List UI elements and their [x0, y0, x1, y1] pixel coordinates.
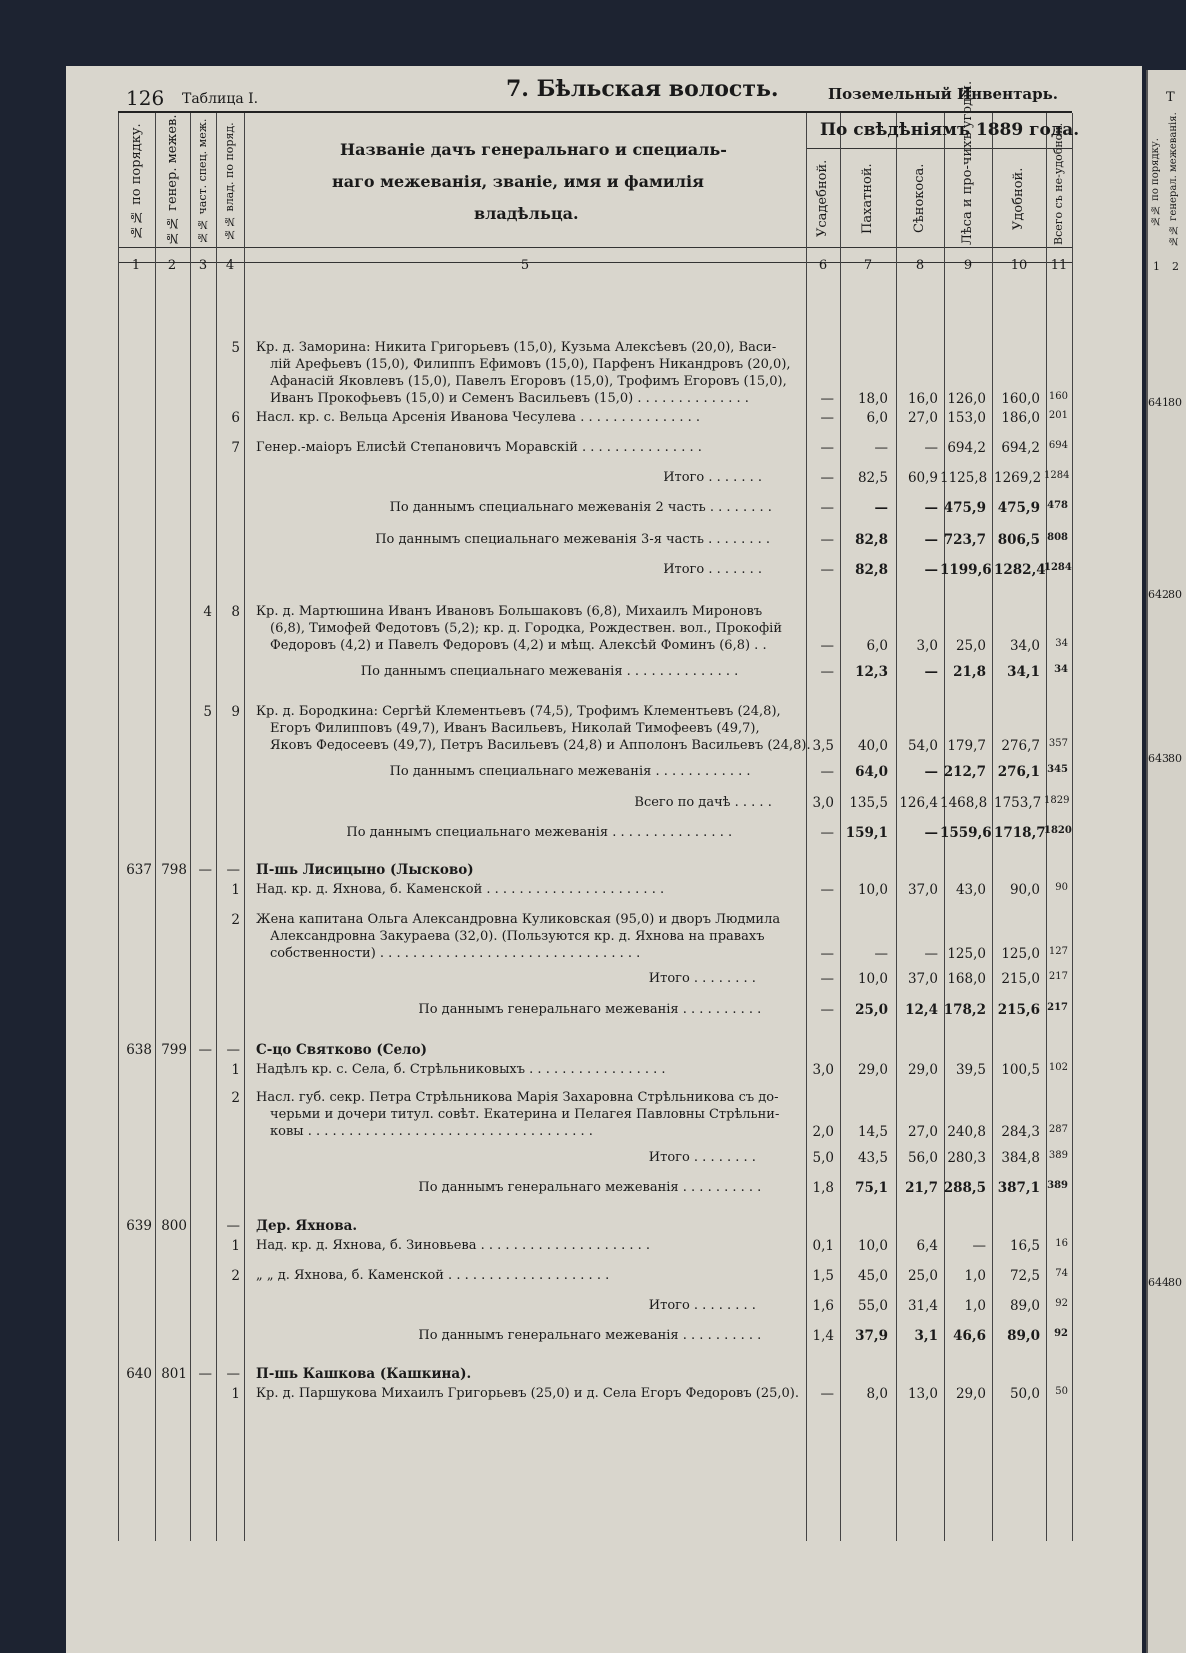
value-v7: 82,8: [855, 532, 888, 548]
value-v6: —: [820, 971, 834, 987]
column-number: 3: [198, 258, 208, 273]
next-page-order: 643: [1148, 752, 1169, 765]
value-v7: 8,0: [866, 1386, 888, 1402]
value-v9: 240,8: [947, 1124, 986, 1140]
value-v10: 384,8: [1001, 1150, 1040, 1166]
column-header-c7: Пахатной.: [860, 163, 875, 234]
value-v8: 31,4: [907, 1298, 938, 1314]
row-owner-number: 8: [231, 604, 240, 620]
owner-text-line: собственности) . . . . . . . . . . . . . . . . . . . . . . . . . . . . . . . .: [270, 946, 641, 961]
value-v9: 1,0: [964, 1268, 986, 1284]
value-v9: 179,7: [947, 738, 986, 754]
value-v9: 21,8: [953, 664, 986, 680]
next-page-order: 641: [1148, 396, 1169, 409]
value-v10: 89,0: [1009, 1298, 1040, 1314]
value-v7: 43,5: [857, 1150, 888, 1166]
value-v6: 3,0: [812, 795, 834, 811]
value-v6: —: [820, 946, 834, 962]
value-v11: 345: [1047, 764, 1068, 775]
value-v6: 3,0: [812, 1062, 834, 1078]
value-v10: 34,0: [1009, 638, 1040, 654]
row-part-number: 4: [203, 604, 212, 620]
value-v11: 389: [1048, 1150, 1068, 1161]
column-number: 1: [131, 258, 141, 273]
column-number: 11: [1050, 258, 1068, 273]
column-header-c6: Усадебной.: [815, 159, 830, 238]
value-v11: 1820: [1044, 825, 1072, 836]
value-v9: 126,0: [947, 391, 986, 407]
value-v10: 34,1: [1007, 664, 1040, 680]
value-v11: 201: [1048, 410, 1068, 421]
value-v7: 10,0: [857, 1238, 888, 1254]
value-v9: 125,0: [947, 946, 986, 962]
row-part-number: —: [198, 1366, 212, 1382]
value-v7: 18,0: [857, 391, 888, 407]
value-v8: 54,0: [907, 738, 938, 754]
column-number: 10: [1010, 258, 1028, 273]
owner-text-line: Кр. д. Заморина: Никита Григорьевъ (15,0), Кузьма Алексѣевъ (20,0), Васи-: [256, 340, 777, 355]
value-v8: —: [924, 532, 938, 548]
value-v11: 694: [1048, 440, 1068, 451]
column-rule: [840, 113, 841, 1541]
value-v6: —: [820, 638, 834, 654]
subtotal-label: Итого . . . . . . . .: [648, 1150, 756, 1165]
value-v6: 1,6: [812, 1298, 834, 1314]
value-v6: 5,0: [812, 1150, 834, 1166]
owner-text-line: Над. кр. д. Яхнова, б. Каменской . . . . . . . . . . . . . . . . . . . . . .: [256, 882, 665, 897]
column-rule: [155, 113, 156, 1541]
subtotal-label: Итого . . . . . . .: [663, 470, 763, 485]
next-page-order: 642: [1148, 588, 1169, 601]
owner-text-line: Надѣлъ кр. с. Села, б. Стрѣльниковыхъ . . . . . . . . . . . . . . . . .: [256, 1062, 666, 1077]
table-right-rule: [1072, 113, 1073, 1541]
value-v8: 60,9: [907, 470, 938, 486]
value-v10: 806,5: [997, 532, 1040, 548]
value-v10: 276,7: [1001, 738, 1040, 754]
next-page-col2-header: №№ генерал. межеванія.: [1168, 112, 1179, 246]
value-v7: 75,1: [855, 1180, 888, 1196]
value-v8: 21,7: [905, 1180, 938, 1196]
value-v9: 178,2: [943, 1002, 986, 1018]
value-v7: 29,0: [857, 1062, 888, 1078]
value-v11: 389: [1047, 1180, 1068, 1191]
column-rule: [992, 113, 993, 1541]
owner-text-line: Кр. д. Паршукова Михаилъ Григорьевъ (25,0) и д. Села Егоръ Федоровъ (25,0).: [256, 1386, 799, 1401]
row-owner-number: 2: [231, 1090, 240, 1106]
value-v9: 1,0: [964, 1298, 986, 1314]
value-v7: —: [874, 500, 888, 516]
next-page-colnum: 2: [1172, 260, 1179, 273]
column-header-c3: №№ част. спец. меж.: [196, 118, 209, 245]
value-v11: 34: [1055, 638, 1068, 649]
row-owner-number: 9: [231, 704, 240, 720]
row-owner-number: 7: [231, 440, 240, 456]
value-v11: 217: [1048, 971, 1068, 982]
value-v11: 92: [1055, 1298, 1068, 1309]
value-v10: 100,5: [1001, 1062, 1040, 1078]
value-v8: 12,4: [905, 1002, 938, 1018]
owner-text-line: „ „ д. Яхнова, б. Каменской . . . . . . . . . . . . . . . . . . . .: [256, 1268, 610, 1283]
row-part-number: 5: [203, 704, 212, 720]
value-v10: 50,0: [1009, 1386, 1040, 1402]
table-left-rule: [118, 113, 119, 1541]
column-rule: [216, 113, 217, 1541]
value-v9: 1468,8: [940, 795, 988, 811]
value-v11: 478: [1047, 500, 1068, 511]
next-page-general: 80: [1168, 752, 1182, 765]
row-owner-number: —: [226, 1218, 240, 1234]
header-bottom-rule: [118, 247, 1072, 248]
value-v11: 90: [1055, 882, 1068, 893]
value-v6: —: [820, 500, 834, 516]
value-v10: 1269,2: [994, 470, 1042, 486]
next-page-general: 80: [1168, 396, 1182, 409]
subtotal-label: По даннымъ специальнаго межеванія 2 часть . . . . . . . .: [389, 500, 772, 515]
value-v7: 64,0: [855, 764, 888, 780]
column-number: 4: [225, 258, 235, 273]
value-v11: 808: [1047, 532, 1068, 543]
next-page-order: 644: [1148, 1276, 1169, 1289]
value-v9: 694,2: [947, 440, 986, 456]
value-v6: —: [820, 440, 834, 456]
column-header-c10: Удобной.: [1011, 167, 1026, 230]
value-v8: 13,0: [907, 1386, 938, 1402]
value-v7: 14,5: [857, 1124, 888, 1140]
owner-text-line: Кр. д. Бородкина: Сергѣй Клементьевъ (74,5), Трофимъ Клементьевъ (24,8),: [256, 704, 781, 719]
owner-text-line: лій Арефьевъ (15,0), Филиппъ Ефимовъ (15,0), Парфенъ Никандровъ (20,0),: [270, 357, 791, 372]
subtotal-label: По даннымъ специальнаго межеванія . . . . . . . . . . . . . .: [360, 664, 739, 679]
column-header-c8: Сѣнокоса.: [912, 163, 927, 234]
value-v10: 1718,7: [994, 825, 1046, 841]
row-owner-number: 1: [231, 1238, 240, 1254]
page-number: 126: [126, 86, 165, 110]
owner-text-line: (6,8), Тимофей Федотовъ (5,2); кр. д. Городка, Рождествен. вол., Прокофій: [270, 621, 782, 636]
owner-text-line: Егоръ Филипповъ (49,7), Иванъ Васильевъ, Николай Тимофеевъ (49,7),: [270, 721, 760, 736]
row-general-number: 801: [161, 1366, 187, 1382]
value-v11: 92: [1054, 1328, 1068, 1339]
value-v7: 159,1: [845, 825, 888, 841]
value-v6: —: [820, 562, 834, 578]
column-number: 2: [167, 258, 177, 273]
value-v8: 27,0: [907, 1124, 938, 1140]
value-v6: —: [820, 825, 834, 841]
value-v6: —: [820, 664, 834, 680]
value-v7: 82,5: [857, 470, 888, 486]
value-v6: —: [820, 391, 834, 407]
group-header-rule: [806, 148, 1072, 149]
value-v6: —: [820, 532, 834, 548]
value-v8: 29,0: [907, 1062, 938, 1078]
owner-text-line: Федоровъ (4,2) и Павелъ Федоровъ (4,2) и мѣщ. Алексѣй Фоминъ (6,8) . .: [270, 638, 767, 653]
owner-text-line: черьми и дочери титул. совѣт. Екатерина и Пелагея Павловны Стрѣльни-: [270, 1107, 780, 1122]
value-v9: 168,0: [947, 971, 986, 987]
value-v9: 280,3: [947, 1150, 986, 1166]
estate-title: П-шь Кашкова (Кашкина).: [256, 1366, 472, 1382]
subtotal-label: Всего по дачѣ . . . . .: [634, 795, 772, 810]
value-v8: —: [924, 664, 938, 680]
column-number: 5: [520, 258, 530, 273]
column-header-c1: №№ по порядку.: [129, 123, 144, 240]
value-v7: 10,0: [857, 882, 888, 898]
column-rule: [244, 113, 245, 1541]
subtotal-label: По даннымъ специальнаго межеванія 3-я часть . . . . . . . .: [375, 532, 771, 547]
value-v11: 1829: [1044, 795, 1070, 806]
subtotal-label: По даннымъ генеральнаго межеванія . . . . . . . . . .: [418, 1328, 762, 1343]
row-general-number: 800: [161, 1218, 187, 1234]
value-v8: —: [924, 825, 938, 841]
value-v11: 287: [1048, 1124, 1068, 1135]
group-header: По свѣдѣніямъ 1889 года.: [820, 120, 1080, 140]
row-owner-number: —: [226, 1042, 240, 1058]
owner-text-line: Генер.-маіоръ Елисѣй Степановичъ Моравскій . . . . . . . . . . . . . . .: [256, 440, 702, 455]
row-general-number: 798: [161, 862, 187, 878]
value-v9: —: [972, 1238, 986, 1254]
value-v7: —: [874, 440, 888, 456]
value-v11: 127: [1048, 946, 1068, 957]
subtotal-label: По даннымъ специальнаго межеванія . . . . . . . . . . . .: [389, 764, 751, 779]
row-order-number: 637: [126, 862, 152, 878]
value-v6: 1,5: [812, 1268, 834, 1284]
value-v8: 25,0: [907, 1268, 938, 1284]
value-v7: 6,0: [866, 638, 888, 654]
column-number: 8: [915, 258, 925, 273]
value-v9: 46,6: [953, 1328, 986, 1344]
value-v8: 16,0: [907, 391, 938, 407]
value-v11: 50: [1055, 1386, 1068, 1397]
owner-text-line: Жена капитана Ольга Александровна Куликовская (95,0) и дворъ Людмила: [256, 912, 781, 927]
owner-text-line: Кр. д. Мартюшина Иванъ Ивановъ Большаковъ (6,8), Михаилъ Мироновъ: [256, 604, 763, 619]
value-v8: 3,1: [914, 1328, 938, 1344]
next-page-colnum: 1: [1153, 260, 1160, 273]
value-v10: 160,0: [1001, 391, 1040, 407]
owner-text-line: Яковъ Федосеевъ (49,7), Петръ Васильевъ (24,8) и Апполонъ Васильевъ (24,8).: [270, 738, 811, 753]
value-v9: 29,0: [955, 1386, 986, 1402]
value-v10: 387,1: [997, 1180, 1040, 1196]
column-number: 6: [818, 258, 828, 273]
value-v8: 27,0: [907, 410, 938, 426]
value-v10: 1282,4: [994, 562, 1046, 578]
ledger-page: [66, 66, 1142, 1653]
value-v8: —: [924, 764, 938, 780]
row-owner-number: 2: [231, 912, 240, 928]
column-rule: [190, 113, 191, 1541]
header-top-rule: [118, 111, 1072, 113]
row-owner-number: 1: [231, 1062, 240, 1078]
next-page-col1-header: №№ по порядку.: [1150, 138, 1161, 226]
value-v10: 186,0: [1001, 410, 1040, 426]
value-v6: —: [820, 1386, 834, 1402]
row-owner-number: 1: [231, 1386, 240, 1402]
value-v7: 12,3: [855, 664, 888, 680]
value-v11: 16: [1055, 1238, 1068, 1249]
value-v6: 2,0: [812, 1124, 834, 1140]
value-v10: 475,9: [997, 500, 1040, 516]
row-owner-number: 5: [231, 340, 240, 356]
value-v10: 1753,7: [994, 795, 1042, 811]
name-header-line1: Названіе дачъ генеральнаго и специаль-: [340, 140, 727, 159]
row-owner-number: —: [226, 862, 240, 878]
value-v8: —: [924, 946, 938, 962]
value-v9: 212,7: [943, 764, 986, 780]
next-page-general: 80: [1168, 1276, 1182, 1289]
value-v9: 43,0: [955, 882, 986, 898]
value-v6: —: [820, 470, 834, 486]
value-v10: 16,5: [1009, 1238, 1040, 1254]
value-v7: —: [874, 946, 888, 962]
subtotal-label: Итого . . . . . . . .: [648, 971, 756, 986]
row-order-number: 640: [126, 1366, 152, 1382]
value-v10: 125,0: [1001, 946, 1040, 962]
value-v8: —: [924, 562, 938, 578]
value-v8: —: [924, 440, 938, 456]
value-v10: 284,3: [1001, 1124, 1040, 1140]
row-part-number: —: [198, 1042, 212, 1058]
value-v7: 135,5: [849, 795, 888, 811]
value-v11: 74: [1055, 1268, 1068, 1279]
subtotal-label: По даннымъ генеральнаго межеванія . . . . . . . . . .: [418, 1180, 762, 1195]
owner-text-line: Над. кр. д. Яхнова, б. Зиновьева . . . . . . . . . . . . . . . . . . . . .: [256, 1238, 651, 1253]
estate-title: С-цо Святково (Село): [256, 1042, 427, 1058]
owner-text-line: Афанасій Яковлевъ (15,0), Павелъ Егоровъ (15,0), Трофимъ Егоровъ (15,0),: [270, 374, 787, 389]
value-v11: 102: [1048, 1062, 1068, 1073]
column-header-c9: Лѣса и про-чихъ угодій.: [960, 80, 975, 245]
owner-text-line: Александровна Закураева (32,0). (Пользуются кр. д. Яхнова на правахъ: [270, 929, 765, 944]
value-v10: 72,5: [1009, 1268, 1040, 1284]
next-page-header: Т: [1166, 90, 1175, 105]
owner-text-line: Иванъ Прокофьевъ (15,0) и Семенъ Васильевъ (15,0) . . . . . . . . . . . . . .: [270, 391, 749, 406]
subtotal-label: Итого . . . . . . .: [663, 562, 763, 577]
column-number: 9: [963, 258, 973, 273]
value-v6: —: [820, 764, 834, 780]
value-v8: 37,0: [907, 971, 938, 987]
subtotal-label: По даннымъ специальнаго межеванія . . . . . . . . . . . . . . .: [346, 825, 733, 840]
value-v9: 39,5: [955, 1062, 986, 1078]
value-v6: 3,5: [812, 738, 834, 754]
column-header-c11: Всего съ не-удобной.: [1052, 122, 1065, 245]
row-order-number: 638: [126, 1042, 152, 1058]
value-v8: —: [924, 500, 938, 516]
value-v7: 6,0: [866, 410, 888, 426]
row-order-number: 639: [126, 1218, 152, 1234]
value-v8: 6,4: [916, 1238, 938, 1254]
row-part-number: —: [198, 862, 212, 878]
value-v8: 126,4: [899, 795, 938, 811]
table-label: Таблица I.: [182, 91, 259, 107]
value-v9: 288,5: [943, 1180, 986, 1196]
value-v6: 0,1: [812, 1238, 834, 1254]
name-header-line2: наго межеванія, званіе, имя и фамилія: [332, 172, 704, 191]
value-v7: 82,8: [855, 562, 888, 578]
value-v9: 25,0: [955, 638, 986, 654]
value-v9: 1199,6: [940, 562, 992, 578]
value-v11: 160: [1048, 391, 1068, 402]
value-v8: 37,0: [907, 882, 938, 898]
row-owner-number: 2: [231, 1268, 240, 1284]
next-page-general: 80: [1168, 588, 1182, 601]
subtotal-label: Итого . . . . . . . .: [648, 1298, 756, 1313]
value-v9: 723,7: [943, 532, 986, 548]
value-v7: 25,0: [855, 1002, 888, 1018]
inventory-label: Поземельный Инвентарь.: [828, 85, 1058, 103]
column-header-c2: №№ генер. межев.: [165, 114, 180, 245]
value-v6: —: [820, 882, 834, 898]
value-v6: 1,4: [812, 1328, 834, 1344]
value-v9: 1125,8: [940, 470, 988, 486]
value-v10: 694,2: [1001, 440, 1040, 456]
name-header-line3: владѣльца.: [474, 204, 579, 223]
row-general-number: 799: [161, 1042, 187, 1058]
row-owner-number: 6: [231, 410, 240, 426]
value-v10: 276,1: [997, 764, 1040, 780]
subtotal-label: По даннымъ генеральнаго межеванія . . . . . . . . . .: [418, 1002, 762, 1017]
value-v10: 215,6: [997, 1002, 1040, 1018]
value-v8: 56,0: [907, 1150, 938, 1166]
value-v9: 153,0: [947, 410, 986, 426]
owner-text-line: Насл. кр. с. Вельца Арсенія Иванова Чесулева . . . . . . . . . . . . . . .: [256, 410, 701, 425]
value-v11: 1284: [1044, 562, 1072, 573]
row-owner-number: —: [226, 1366, 240, 1382]
value-v11: 357: [1048, 738, 1068, 749]
value-v11: 217: [1047, 1002, 1068, 1013]
value-v7: 40,0: [857, 738, 888, 754]
estate-title: П-шь Лисицыно (Лысково): [256, 862, 474, 878]
column-header-c4: №№ влад. по поряд.: [223, 122, 236, 241]
value-v10: 90,0: [1009, 882, 1040, 898]
value-v11: 34: [1054, 664, 1068, 675]
value-v7: 10,0: [857, 971, 888, 987]
owner-text-line: ковы . . . . . . . . . . . . . . . . . . . . . . . . . . . . . . . . . . .: [270, 1124, 593, 1139]
value-v10: 89,0: [1007, 1328, 1040, 1344]
value-v7: 37,9: [855, 1328, 888, 1344]
value-v10: 215,0: [1001, 971, 1040, 987]
value-v11: 1284: [1044, 470, 1070, 481]
next-page-edge: [1146, 70, 1186, 1653]
value-v7: 45,0: [857, 1268, 888, 1284]
estate-title: Дер. Яхнова.: [256, 1218, 358, 1234]
value-v6: —: [820, 1002, 834, 1018]
value-v9: 1559,6: [940, 825, 992, 841]
row-owner-number: 1: [231, 882, 240, 898]
value-v8: 3,0: [916, 638, 938, 654]
volost-title: 7. Бѣльская волость.: [506, 76, 779, 102]
column-number: 7: [863, 258, 873, 273]
value-v7: 55,0: [857, 1298, 888, 1314]
value-v6: 1,8: [812, 1180, 834, 1196]
owner-text-line: Насл. губ. секр. Петра Стрѣльникова Марія Захаровна Стрѣльникова съ до-: [256, 1090, 779, 1105]
value-v6: —: [820, 410, 834, 426]
value-v9: 475,9: [943, 500, 986, 516]
